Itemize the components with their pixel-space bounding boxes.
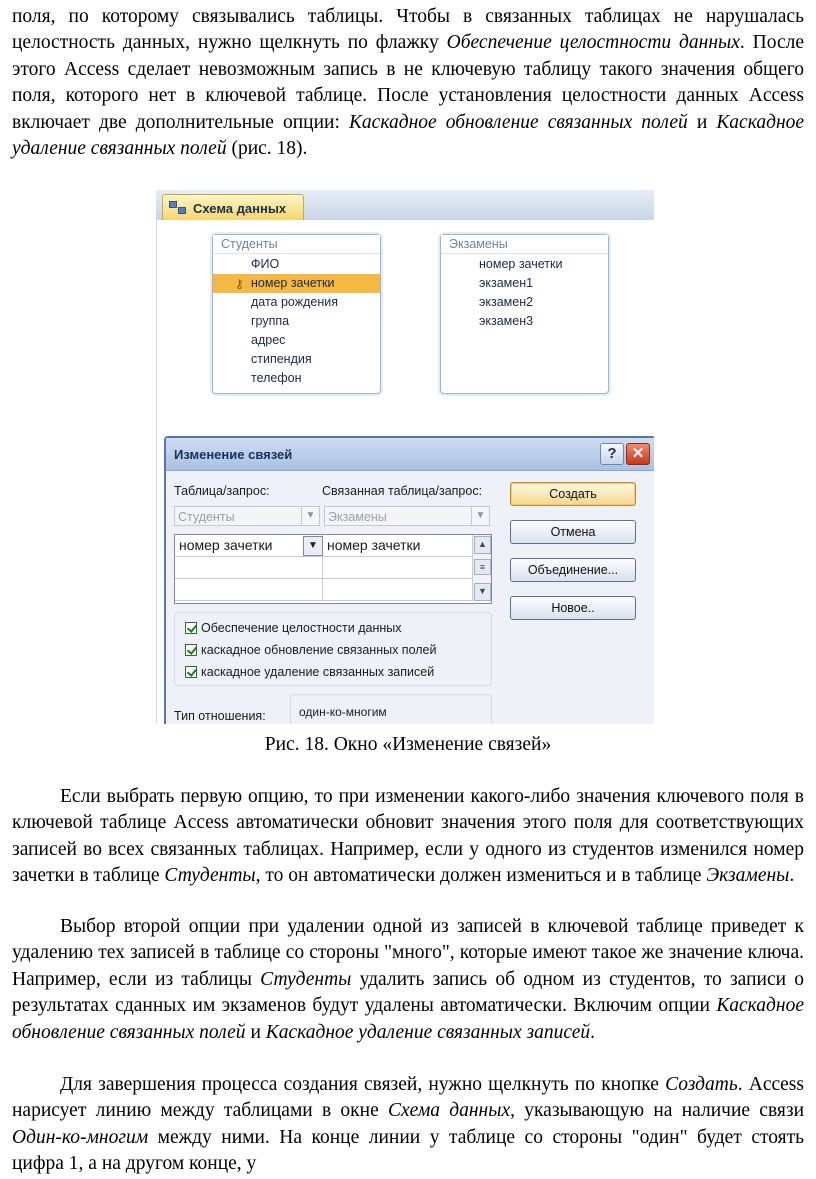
relationship-type-label: Тип отношения:: [174, 709, 266, 723]
scroll-down-icon[interactable]: ▼: [474, 583, 491, 601]
text-run: и: [687, 111, 717, 133]
text-run: и: [245, 1021, 266, 1043]
text-run: поля, по которому связывались таблицы. Чтобы в связанных таблицах не нарушалась целостность данных, нужно щелкнуть по флажку: [12, 6, 804, 54]
italic-run: Каскадное обновление связанных полей: [12, 995, 804, 1043]
field-item[interactable]: экзамен3: [479, 314, 534, 328]
key-icon: ⚷: [235, 277, 244, 291]
related-select-value: Экзамены: [328, 510, 387, 524]
chevron-down-icon: ▼: [301, 507, 319, 525]
paragraph-finish: [12, 1072, 804, 1178]
text-run: Для завершения процесса создания связей, нужно щелкнуть по кнопке: [60, 1074, 666, 1095]
field-item[interactable]: экзамен1: [479, 276, 534, 290]
related-table-label: Связанная таблица/запрос:: [322, 484, 483, 498]
chevron-down-icon[interactable]: ▼: [303, 536, 323, 556]
grid-cell-related[interactable]: [323, 535, 473, 557]
italic-run: Каскадное удаление связанных полей: [12, 111, 805, 160]
italic-run: Обеспечение целостности данных: [446, 32, 740, 54]
related-table-select[interactable]: [324, 506, 490, 526]
checkbox-checked-icon[interactable]: [185, 666, 197, 678]
relationships-canvas: [156, 220, 654, 724]
field-item[interactable]: стипендия: [251, 352, 312, 366]
italic-run: Схема данных: [388, 1100, 511, 1122]
text-run: удалить запись об одном из студентов, то записи о результатах сданных им экзаменов будут удалены автоматически. Включим опции: [12, 968, 804, 1017]
italic-run: Студенты: [164, 865, 256, 887]
grid-cell-empty[interactable]: [323, 579, 473, 601]
paragraph-intro: [12, 4, 804, 162]
checkbox-checked-icon[interactable]: [185, 622, 197, 634]
paragraph-first-option: [12, 784, 804, 890]
text-run: . После этого Access сделает невозможным запись в не ключевую таблицу такого значения общего поля, которого нет в ключевой таблице. После установления целостности данных Access включает две дополнительные опции:: [12, 32, 805, 133]
option-cascade-update[interactable]: [185, 641, 436, 659]
italic-run: Создать: [665, 1074, 738, 1095]
close-button[interactable]: ✕: [626, 443, 650, 465]
text-run: между ними. На конце линии у таблице со стороны "один" будет стоять цифра 1, а на другом конце, у: [12, 1126, 804, 1175]
text-run: (рис. 18).: [226, 138, 308, 160]
text-run: , то он автоматически должен измениться и в таблице: [255, 865, 707, 887]
text-run: . Access нарисует линию между таблицами в окне: [12, 1074, 804, 1122]
figure-caption: Рис. 18. Окно «Изменение связей»: [264, 734, 552, 755]
table-box-exams[interactable]: [440, 234, 609, 394]
field-label: номер зачетки: [251, 276, 335, 290]
grid-cell-empty[interactable]: [175, 579, 323, 601]
field-item[interactable]: номер зачетки: [479, 257, 563, 271]
grid-cell-value: номер зачетки: [179, 537, 273, 553]
italic-run: Каскадное удаление связанных записей: [265, 1021, 591, 1043]
table-title: Экзамены: [441, 235, 608, 254]
option-label: каскадное обновление связанных полей: [201, 643, 437, 657]
relationship-type-box: [290, 694, 492, 724]
edit-relationships-dialog: [164, 436, 654, 724]
document-tab-strip: [156, 190, 654, 220]
option-referential-integrity[interactable]: [185, 619, 402, 637]
field-item[interactable]: ФИО: [251, 257, 280, 271]
text-run: Выбор второй опции при удалении одной из записей в ключевой таблице приведет к удалению тех записей в таблице со стороны "много", которые имеют такое же значение ключа. Например, если из таблицы: [12, 916, 804, 990]
italic-run: Экзамены: [706, 865, 790, 887]
option-cascade-delete[interactable]: [185, 663, 434, 681]
text-run: .: [789, 865, 795, 887]
grid-cell-value: номер зачетки: [327, 537, 421, 553]
field-item[interactable]: телефон: [251, 371, 302, 385]
grid-cell-primary[interactable]: [175, 535, 323, 557]
chevron-down-icon: ▼: [471, 507, 489, 525]
italic-run: Студенты: [260, 968, 352, 990]
table-title: Студенты: [213, 235, 380, 254]
table-select[interactable]: [174, 506, 320, 526]
figure-screenshot: [156, 190, 654, 724]
text-run: , указывающую на наличие связи: [510, 1100, 805, 1122]
field-item-key[interactable]: [213, 274, 380, 293]
option-label: Обеспечение целостности данных: [201, 621, 402, 635]
grid-cell-empty[interactable]: [323, 557, 473, 579]
tab-relationships[interactable]: [162, 194, 304, 221]
join-type-button[interactable]: Объединение...: [510, 558, 636, 582]
checkbox-checked-icon[interactable]: [185, 644, 197, 656]
text-run: Если выбрать первую опцию, то при изменении какого-либо значения ключевого поля в ключевой таблице Access автоматически обновит значения этого поля для соответствующих записей во всех связанных таблицах. Например, если у одного из студентов изменился номер зачетки в таблице: [12, 786, 804, 887]
create-button[interactable]: Создать: [510, 482, 636, 506]
cancel-button[interactable]: Отмена: [510, 520, 636, 544]
grid-scrollbar[interactable]: [472, 535, 491, 601]
integrity-options-group: [174, 612, 492, 686]
fields-grid: [174, 534, 492, 604]
scroll-thumb[interactable]: ≡: [474, 559, 491, 575]
field-item[interactable]: адрес: [251, 333, 286, 347]
field-item[interactable]: экзамен2: [479, 295, 534, 309]
field-item[interactable]: группа: [251, 314, 290, 328]
table-box-students[interactable]: [212, 234, 381, 394]
relationships-icon: [169, 201, 187, 215]
scroll-up-icon[interactable]: ▲: [474, 536, 491, 554]
create-new-button[interactable]: Новое..: [510, 596, 636, 620]
option-label: каскадное удаление связанных записей: [201, 665, 435, 679]
tab-label: Схема данных: [193, 200, 287, 216]
dialog-title: Изменение связей: [174, 447, 293, 462]
field-item[interactable]: дата рождения: [251, 295, 339, 309]
italic-run: Один-ко-многим: [12, 1126, 149, 1148]
dialog-titlebar: [166, 438, 654, 471]
grid-cell-empty[interactable]: [175, 557, 323, 579]
italic-run: Каскадное обновление связанных полей: [348, 111, 688, 133]
paragraph-second-option: [12, 914, 804, 1046]
text-run: .: [590, 1021, 596, 1043]
table-select-value: Студенты: [178, 510, 235, 524]
table-query-label: Таблица/запрос:: [174, 484, 270, 498]
help-button[interactable]: ?: [600, 443, 624, 465]
relationship-type-value: один-ко-многим: [299, 705, 387, 719]
